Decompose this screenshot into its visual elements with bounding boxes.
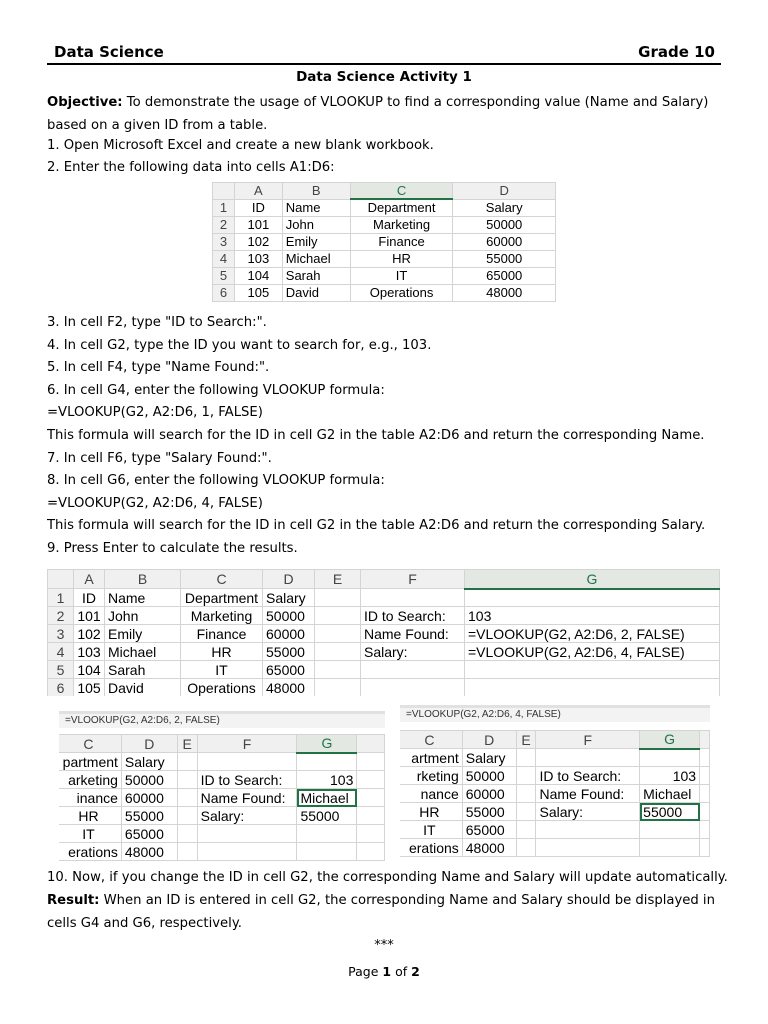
- cell: 105: [74, 679, 105, 697]
- cell: [465, 589, 720, 607]
- cell: Operations: [181, 679, 263, 697]
- cell: 103: [640, 767, 700, 785]
- column-header: F: [361, 570, 465, 589]
- cell: [177, 753, 197, 771]
- cell: [640, 749, 700, 767]
- row-header: 4: [48, 643, 74, 661]
- cell: 65000: [121, 825, 177, 843]
- column-header: E: [177, 735, 197, 753]
- cell: John: [282, 216, 350, 233]
- spreadsheet-data-table: [212, 182, 556, 305]
- row-header: 6: [48, 679, 74, 697]
- cell: [297, 825, 357, 843]
- cell: Name Found:: [361, 625, 465, 643]
- cell: [177, 825, 197, 843]
- cell: Michael: [105, 643, 181, 661]
- cell: 101: [74, 607, 105, 625]
- cell: HR: [350, 250, 453, 267]
- cell: Michael: [282, 250, 350, 267]
- formula-salary: =VLOOKUP(G2, A2:D6, 4, FALSE): [47, 496, 263, 511]
- cell: 103: [234, 250, 282, 267]
- selected-cell[interactable]: 55000: [640, 803, 700, 821]
- cell: 102: [74, 625, 105, 643]
- step-1: 1. Open Microsoft Excel and create a new blank workbook.: [47, 138, 434, 153]
- cell: 48000: [263, 679, 315, 697]
- spreadsheet-name-result: [59, 711, 385, 863]
- explanation-salary: This formula will search for the ID in cell G2 in the table A2:D6 and return the corresponding Salary.: [47, 518, 706, 533]
- step-8: 8. In cell G6, enter the following VLOOKUP formula:: [47, 473, 385, 488]
- cell: David: [282, 284, 350, 301]
- cell: Emily: [105, 625, 181, 643]
- objective-text: To demonstrate the usage of VLOOKUP to find a corresponding value (Name and Salary) based on a given ID from a table.: [47, 95, 709, 133]
- cell: [177, 789, 197, 807]
- cell: [640, 821, 700, 839]
- section-divider: ***: [374, 938, 394, 953]
- cell: HR: [400, 803, 462, 821]
- cell: Finance: [350, 233, 453, 250]
- step-2: 2. Enter the following data into cells A1:D6:: [47, 160, 335, 175]
- cell: Salary: [121, 753, 177, 771]
- step-10: 10. Now, if you change the ID in cell G2, the corresponding Name and Salary will update automatically.: [47, 870, 728, 885]
- corner-cell: [213, 183, 235, 200]
- row-header: 3: [213, 233, 235, 250]
- column-header: C: [59, 735, 121, 753]
- cell: David: [105, 679, 181, 697]
- cell: [357, 825, 385, 843]
- formula-name: =VLOOKUP(G2, A2:D6, 1, FALSE): [47, 405, 263, 420]
- column-header: B: [282, 183, 350, 200]
- cell: ID: [74, 589, 105, 607]
- header-grade: Grade 10: [638, 43, 715, 61]
- objective-paragraph: [47, 92, 723, 137]
- explanation-name: This formula will search for the ID in cell G2 in the table A2:D6 and return the corresponding Name.: [47, 428, 705, 443]
- cell: [315, 607, 361, 625]
- cell: IT: [181, 661, 263, 679]
- cell: [640, 839, 700, 857]
- cell: [516, 785, 536, 803]
- cell: [516, 803, 536, 821]
- column-header: G: [465, 570, 720, 589]
- cell: rketing: [400, 767, 462, 785]
- cell: 105: [234, 284, 282, 301]
- cell: [177, 807, 197, 825]
- cell: =VLOOKUP(G2, A2:D6, 4, FALSE): [465, 643, 720, 661]
- cell: [536, 749, 640, 767]
- cell: 101: [234, 216, 282, 233]
- column-header: A: [234, 183, 282, 200]
- result-paragraph: [47, 890, 723, 935]
- cell: [357, 843, 385, 861]
- cell: [197, 843, 297, 861]
- cell: 55000: [297, 807, 357, 825]
- column-header: D: [263, 570, 315, 589]
- cell: inance: [59, 789, 121, 807]
- cell: Name: [105, 589, 181, 607]
- cell: [516, 839, 536, 857]
- step-5: 5. In cell F4, type "Name Found:".: [47, 360, 270, 375]
- page-number: [0, 964, 768, 979]
- cell: [700, 785, 710, 803]
- cell: John: [105, 607, 181, 625]
- cell: 48000: [121, 843, 177, 861]
- page-current: 1: [382, 964, 392, 979]
- cell: nance: [400, 785, 462, 803]
- cell: IT: [59, 825, 121, 843]
- cell: [197, 753, 297, 771]
- column-header: A: [74, 570, 105, 589]
- column-header: F: [197, 735, 297, 753]
- cell: 60000: [453, 233, 556, 250]
- result-text: When an ID is entered in cell G2, the corresponding Name and Salary should be displayed in cells G4 and G6, respectively.: [47, 893, 715, 931]
- cell: 50000: [453, 216, 556, 233]
- page-prefix: Page: [348, 964, 383, 979]
- cell: [357, 807, 385, 825]
- cell: Name Found:: [536, 785, 640, 803]
- column-header: C: [350, 183, 453, 200]
- cell: Salary:: [536, 803, 640, 821]
- header-subject: Data Science: [54, 43, 164, 61]
- cell: [516, 821, 536, 839]
- cell: [536, 839, 640, 857]
- page-header: [47, 42, 721, 65]
- column-header: C: [181, 570, 263, 589]
- step-6: 6. In cell G4, enter the following VLOOKUP formula:: [47, 383, 385, 398]
- column-header: D: [462, 731, 516, 749]
- column-header: E: [516, 731, 536, 749]
- cell: [297, 843, 357, 861]
- cell: [177, 771, 197, 789]
- cell: HR: [59, 807, 121, 825]
- row-header: 3: [48, 625, 74, 643]
- cell: erations: [400, 839, 462, 857]
- cell: artment: [400, 749, 462, 767]
- cell: 65000: [462, 821, 516, 839]
- cell: [315, 679, 361, 697]
- page-mid: of: [391, 964, 412, 979]
- cell: [700, 749, 710, 767]
- cell: [315, 643, 361, 661]
- cell: ID to Search:: [536, 767, 640, 785]
- cell: Salary: [462, 749, 516, 767]
- column-header: C: [400, 731, 462, 749]
- cell: 65000: [453, 267, 556, 284]
- cell: [315, 661, 361, 679]
- column-header: F: [536, 731, 640, 749]
- cell: partment: [59, 753, 121, 771]
- formula-bar: =VLOOKUP(G2, A2:D6, 2, FALSE): [59, 711, 385, 728]
- cell: [357, 789, 385, 807]
- cell: Department: [350, 199, 453, 216]
- cell: Finance: [181, 625, 263, 643]
- step-9: 9. Press Enter to calculate the results.: [47, 541, 298, 556]
- cell: Marketing: [350, 216, 453, 233]
- spreadsheet-formulas: [47, 569, 721, 696]
- cell: Marketing: [181, 607, 263, 625]
- activity-title: Data Science Activity 1: [296, 69, 472, 85]
- cell: =VLOOKUP(G2, A2:D6, 2, FALSE): [465, 625, 720, 643]
- cell: [361, 589, 465, 607]
- row-header: 5: [48, 661, 74, 679]
- column-header: [700, 731, 710, 749]
- row-header: 6: [213, 284, 235, 301]
- cell: [315, 625, 361, 643]
- step-3: 3. In cell F2, type "ID to Search:".: [47, 315, 267, 330]
- cell: Salary: [263, 589, 315, 607]
- cell: [465, 679, 720, 697]
- cell: [700, 767, 710, 785]
- cell: [465, 661, 720, 679]
- cell: [516, 749, 536, 767]
- spreadsheet-salary-result: [400, 705, 710, 863]
- cell: 50000: [263, 607, 315, 625]
- cell: 55000: [462, 803, 516, 821]
- row-header: 2: [48, 607, 74, 625]
- cell: [700, 839, 710, 857]
- row-header: 1: [213, 199, 235, 216]
- cell: [700, 821, 710, 839]
- corner-cell: [48, 570, 74, 589]
- cell: 104: [74, 661, 105, 679]
- cell: 60000: [263, 625, 315, 643]
- cell: [315, 589, 361, 607]
- row-header: 4: [213, 250, 235, 267]
- cell: Operations: [350, 284, 453, 301]
- cell: 104: [234, 267, 282, 284]
- cell: [197, 825, 297, 843]
- cell: 65000: [263, 661, 315, 679]
- objective-label: Objective:: [47, 95, 123, 110]
- column-header: G: [640, 731, 700, 749]
- cell: [516, 767, 536, 785]
- cell: arketing: [59, 771, 121, 789]
- cell: Salary:: [361, 643, 465, 661]
- cell: 103: [465, 607, 720, 625]
- cell: ID to Search:: [197, 771, 297, 789]
- cell: 55000: [263, 643, 315, 661]
- cell: [700, 803, 710, 821]
- cell: [357, 753, 385, 771]
- page-total: 2: [411, 964, 420, 979]
- column-header: B: [105, 570, 181, 589]
- cell: 102: [234, 233, 282, 250]
- cell: Sarah: [105, 661, 181, 679]
- column-header: G: [297, 735, 357, 753]
- cell: 60000: [462, 785, 516, 803]
- column-header: D: [453, 183, 556, 200]
- column-header: E: [315, 570, 361, 589]
- cell: [361, 679, 465, 697]
- formula-bar: =VLOOKUP(G2, A2:D6, 4, FALSE): [400, 705, 710, 722]
- cell: ID: [234, 199, 282, 216]
- cell: Name: [282, 199, 350, 216]
- row-header: 2: [213, 216, 235, 233]
- cell: 55000: [453, 250, 556, 267]
- cell: [536, 821, 640, 839]
- cell: 60000: [121, 789, 177, 807]
- step-7: 7. In cell F6, type "Salary Found:".: [47, 451, 272, 466]
- cell: erations: [59, 843, 121, 861]
- cell: 48000: [462, 839, 516, 857]
- cell: 103: [74, 643, 105, 661]
- cell: Sarah: [282, 267, 350, 284]
- cell: [357, 771, 385, 789]
- cell: 48000: [453, 284, 556, 301]
- cell: ID to Search:: [361, 607, 465, 625]
- column-header: D: [121, 735, 177, 753]
- step-4: 4. In cell G2, type the ID you want to search for, e.g., 103.: [47, 338, 432, 353]
- cell: HR: [181, 643, 263, 661]
- cell: Emily: [282, 233, 350, 250]
- cell: Department: [181, 589, 263, 607]
- result-label: Result:: [47, 893, 100, 908]
- row-header: 1: [48, 589, 74, 607]
- cell: [361, 661, 465, 679]
- cell: [297, 753, 357, 771]
- row-header: 5: [213, 267, 235, 284]
- cell: Salary:: [197, 807, 297, 825]
- cell: Salary: [453, 199, 556, 216]
- cell: 103: [297, 771, 357, 789]
- cell: 50000: [462, 767, 516, 785]
- selected-cell[interactable]: Michael: [297, 789, 357, 807]
- cell: Name Found:: [197, 789, 297, 807]
- cell: 55000: [121, 807, 177, 825]
- cell: Michael: [640, 785, 700, 803]
- cell: IT: [350, 267, 453, 284]
- column-header: [357, 735, 385, 753]
- cell: [177, 843, 197, 861]
- cell: 50000: [121, 771, 177, 789]
- cell: IT: [400, 821, 462, 839]
